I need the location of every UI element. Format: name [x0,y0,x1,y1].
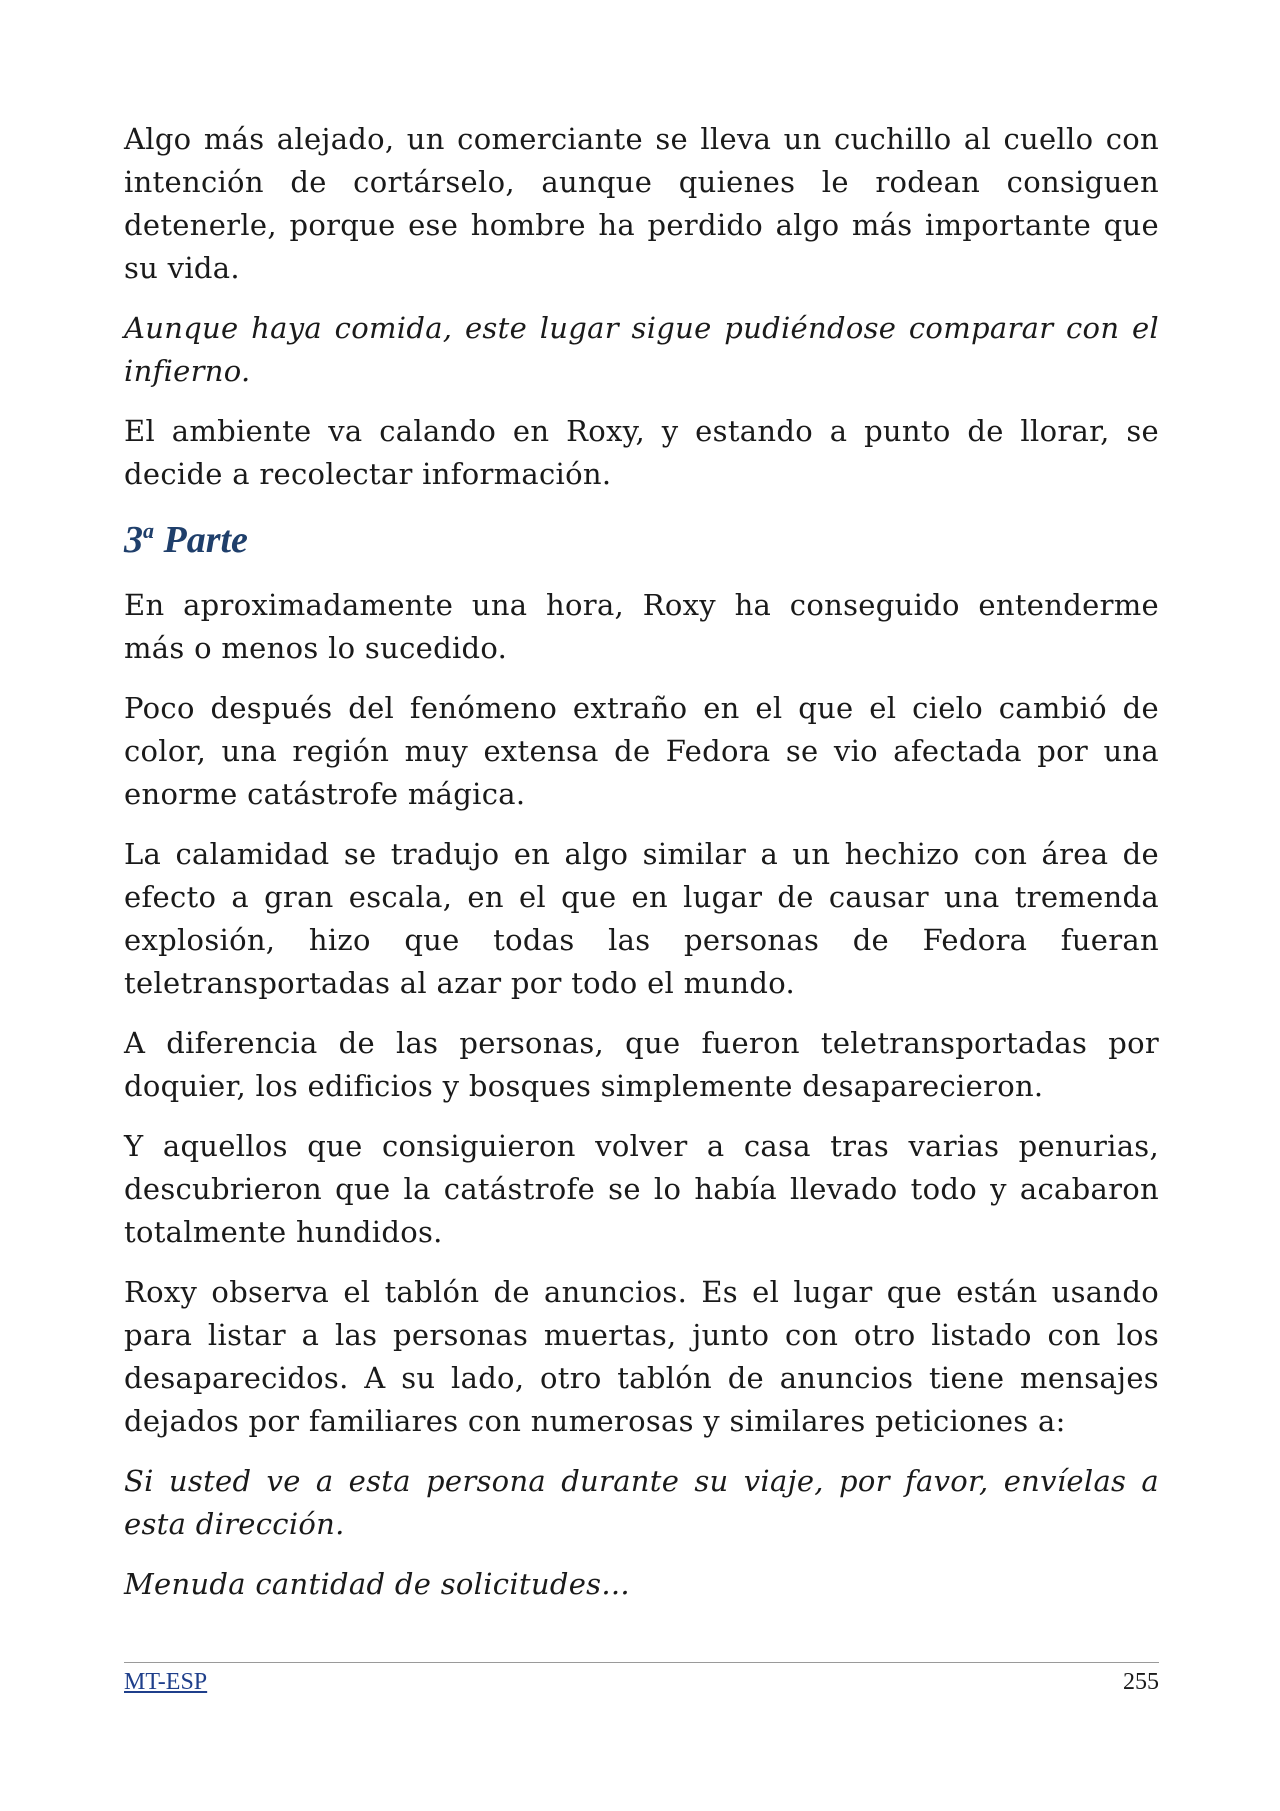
paragraph-2: El ambiente va calando en Roxy, y estando a punto de llorar, se decide a recolectar información. [124,414,1159,491]
paragraph-4: Poco después del fenómeno extraño en el que el cielo cambió de color, una región muy extensa de Fedora se vio afectada por una enorme catástrofe mágica. [124,691,1159,811]
page-number: 255 [1123,1669,1159,1695]
paragraph-9-italic: Si usted ve a esta persona durante su viaje, por favor, envíelas a esta dirección. [124,1464,1159,1541]
footer-link[interactable]: MT-ESP [124,1669,208,1695]
paragraph-1-italic: Aunque haya comida, este lugar sigue pudiéndose comparar con el infierno. [124,311,1159,388]
page-footer [124,1662,1159,1703]
paragraphs-before [124,118,1159,496]
paragraph-8: Roxy observa el tablón de anuncios. Es el lugar que están usando para listar a las personas muertas, junto con otro listado con los desaparecidos. A su lado, otro tablón de anuncios tiene mensajes dejados por familiares con numerosas y similares peticiones a: [124,1275,1159,1438]
section-title: Parte [163,519,248,561]
paragraph-10-italic: Menuda cantidad de solicitudes... [124,1567,630,1601]
section-number: 3 [124,519,143,561]
page-body [124,118,1159,1623]
paragraph-7: Y aquellos que consiguieron volver a casa tras varias penurias, descubrieron que la catástrofe se lo había llevado todo y acabaron totalmente hundidos. [124,1129,1159,1249]
paragraph-0: Algo más alejado, un comerciante se lleva un cuchillo al cuello con intención de cortárselo, aunque quienes le rodean consiguen detenerle, porque ese hombre ha perdido algo más importante que su vida. [124,122,1159,285]
paragraph-5: La calamidad se tradujo en algo similar a un hechizo con área de efecto a gran escala, en el que en lugar de causar una tremenda explosión, hizo que todas las personas de Fedora fueran teletransportadas al azar por todo el mundo. [124,837,1159,1000]
paragraph-6: A diferencia de las personas, que fueron teletransportadas por doquier, los edificios y bosques simplemente desaparecieron. [124,1026,1159,1103]
paragraph-3: En aproximadamente una hora, Roxy ha conseguido entenderme más o menos lo sucedido. [124,588,1159,665]
paragraphs-after [124,584,1159,1606]
section-superscript: a [143,518,154,543]
section-heading [124,516,1159,564]
